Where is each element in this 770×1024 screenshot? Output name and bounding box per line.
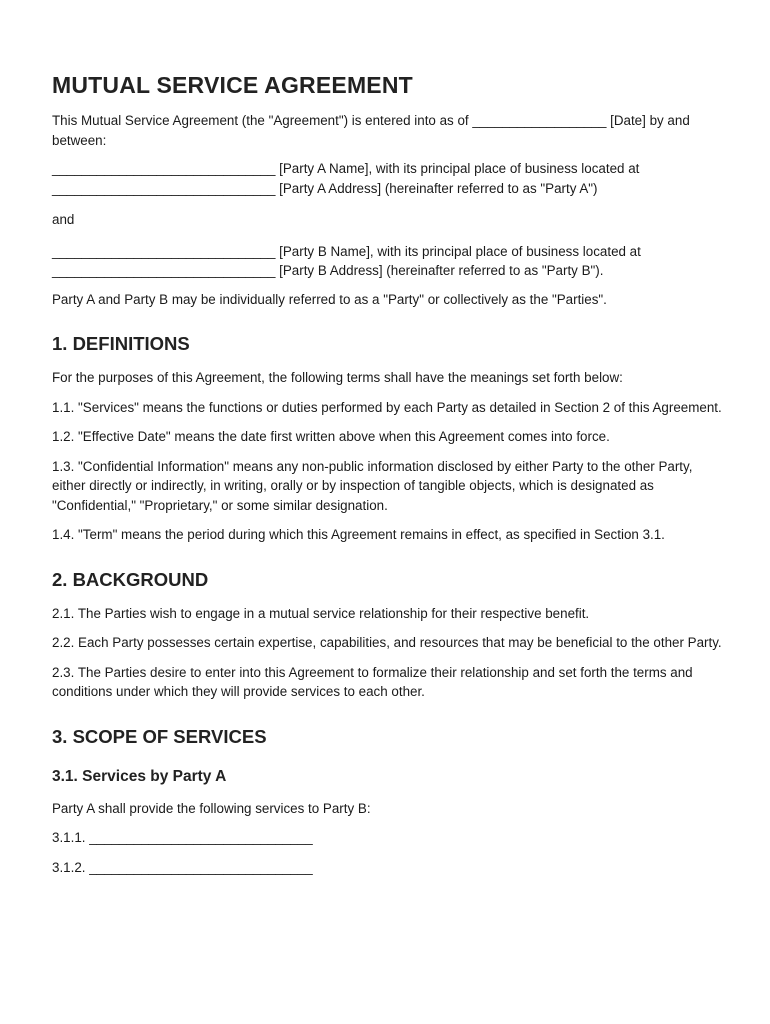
definition-term: 1.4. "Term" means the period during which this Agreement remains in effect, as specified in Section 3.1. (52, 527, 665, 542)
section-heading-scope-of-services: 3. SCOPE OF SERVICES (52, 725, 267, 747)
intro-paragraph: This Mutual Service Agreement (the "Agreement") is entered into as of __________________ [Date] by and between: (52, 113, 690, 148)
party-a-services-lead: Party A shall provide the following services to Party B: (52, 800, 371, 816)
party-a-paragraph: ______________________________ [Party A Name], with its principal place of business located at ______________________________ [Party A Address] (hereinafter referred to as "Party A") (52, 161, 640, 196)
subsection-heading-services-by-party-a: 3.1. Services by Party A (52, 767, 227, 785)
definitions-lead-paragraph: For the purposes of this Agreement, the following terms shall have the meanings set forth below: (52, 370, 623, 385)
background-clause-2-3: 2.3. The Parties desire to enter into this Agreement to formalize their relationship and set forth the terms and conditions under which they will provide services to each other. (52, 664, 693, 699)
section-heading-definitions: 1. DEFINITIONS (52, 333, 190, 354)
document-title: MUTUAL SERVICE AGREEMENT (52, 72, 413, 98)
definition-confidential-information: 1.3. "Confidential Information" means any non-public information disclosed by either Party to the other Party, either directly or indirectly, in writing, orally or by inspection of tangible objects, which is designated as "Confidential," "Proprietary," or some similar designation. (52, 458, 693, 513)
parties-definition-paragraph: Party A and Party B may be individually referred to as a "Party" or collectively as the "Parties". (52, 291, 607, 307)
and-connector: and (52, 212, 75, 227)
section-heading-background: 2. BACKGROUND (52, 568, 209, 590)
document-page (52, 72, 724, 887)
definition-effective-date: 1.2. "Effective Date" means the date first written above when this Agreement comes into force. (52, 429, 610, 444)
background-clause-2-1: 2.1. The Parties wish to engage in a mutual service relationship for their respective benefit. (52, 605, 590, 621)
definition-services: 1.1. "Services" means the functions or duties performed by each Party as detailed in Section 2 of this Agreement. (52, 399, 722, 415)
service-line-3-1-1: 3.1.1. ______________________________ (52, 830, 313, 845)
party-b-paragraph: ______________________________ [Party B Name], with its principal place of business located at ______________________________ [Party B Address] (hereinafter referred to as "Party B"). (52, 243, 641, 278)
service-line-3-1-2: 3.1.2. ______________________________ (52, 859, 313, 875)
background-clause-2-2: 2.2. Each Party possesses certain expertise, capabilities, and resources that may be beneficial to the other Party. (52, 635, 722, 650)
